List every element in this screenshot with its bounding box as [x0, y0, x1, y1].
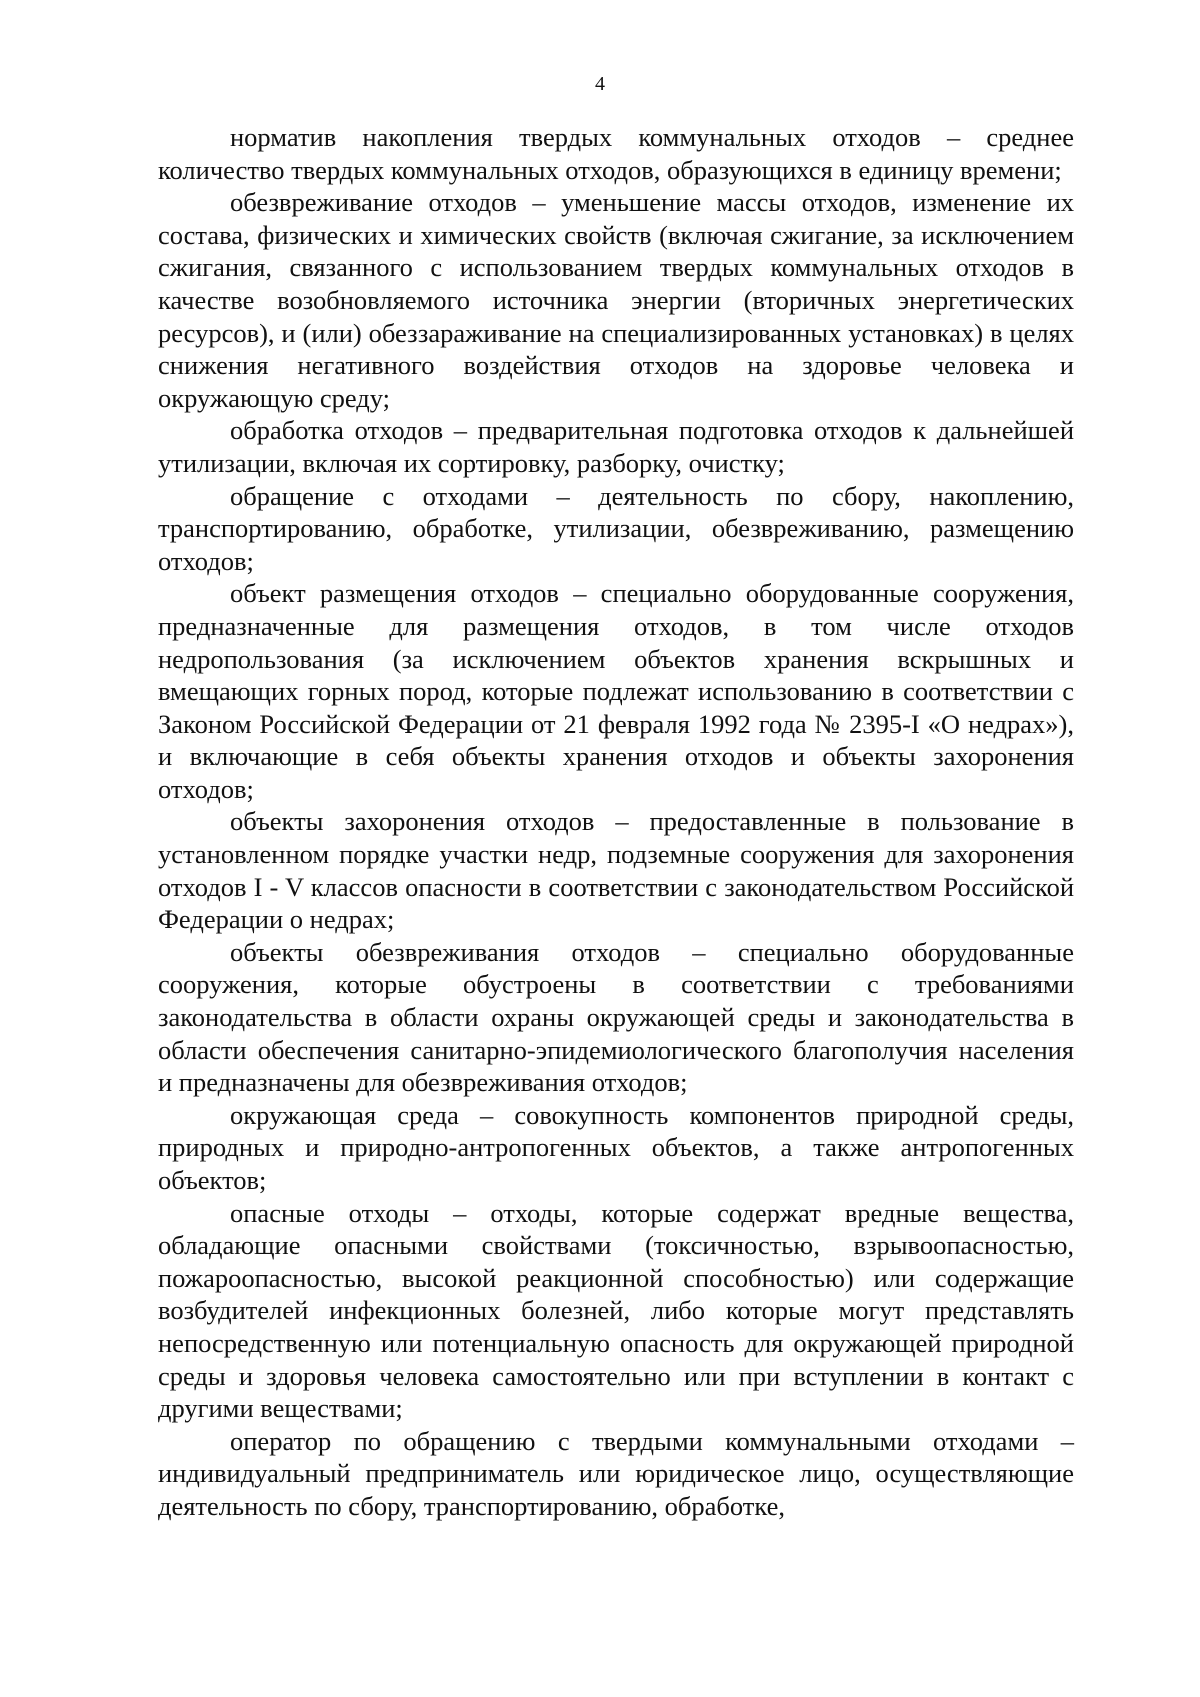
document-body [158, 121, 1074, 1523]
paragraph-waste-accumulation-norm: норматив накопления твердых коммунальных отходов – среднее количество твердых коммунальных отходов, образующихся в единицу времени; [158, 122, 1074, 185]
paragraph-waste-neutralization-facilities: объекты обезвреживания отходов – специально оборудованные сооружения, которые обустроены в соответствии с требованиями законодательства в области охраны окружающей среды и законодательства в области обеспечения санитарно-эпидемиологического благополучия населения и предназначены для обезвреживания отходов; [158, 936, 1074, 1098]
page-number: 4 [595, 73, 605, 95]
paragraph-waste-neutralization: обезвреживание отходов – уменьшение массы отходов, изменение их состава, физических и химических свойств (включая сжигание, за исключением сжигания, связанного с использованием твердых коммунальных отходов в качестве возобновляемого источника энергии (вторичных энергетических ресурсов), и (или) обеззараживание на специализированных установках) в целях снижения негативного воздействия отходов на здоровье человека и окружающую среду; [158, 187, 1074, 413]
paragraph-waste-disposal-facility: объект размещения отходов – специально оборудованные сооружения, предназначенные для размещения отходов, в том числе отходов недропользования (за исключением объектов хранения вскрышных и вмещающих горных пород, которые подлежат использованию в соответствии с Законом Российской Федерации от 21 февраля 1992 года № 2395-I «О недрах»), и включающие в себя объекты хранения отходов и объекты захоронения отходов; [158, 578, 1074, 804]
paragraph-environment: окружающая среда – совокупность компонентов природной среды, природных и природно-антропогенных объектов, а также антропогенных объектов; [158, 1099, 1074, 1195]
paragraph-waste-handling: обращение с отходами – деятельность по сбору, накоплению, транспортированию, обработке, утилизации, обезвреживанию, размещению отходов; [158, 480, 1074, 576]
paragraph-hazardous-waste: опасные отходы – отходы, которые содержат вредные вещества, обладающие опасными свойствами (токсичностью, взрывоопасностью, пожароопасностью, высокой реакционной способностью) или содержащие возбудителей инфекционных болезней, либо которые могут представлять непосредственную или потенциальную опасность для окружающей природной среды и здоровья человека самостоятельно или при вступлении в контакт с другими веществами; [158, 1197, 1074, 1424]
paragraph-solid-waste-operator: оператор по обращению с твердыми коммунальными отходами – индивидуальный предприниматель или юридическое лицо, осуществляющие деятельность по сбору, транспортированию, обработке, [158, 1425, 1074, 1521]
paragraph-waste-processing: обработка отходов – предварительная подготовка отходов к дальнейшей утилизации, включая их сортировку, разборку, очистку; [158, 415, 1074, 478]
paragraph-waste-burial-facilities: объекты захоронения отходов – предоставленные в пользование в установленном порядке участки недр, подземные сооружения для захоронения отходов I - V классов опасности в соответствии с законодательством Российской Федерации о недрах; [158, 806, 1074, 935]
